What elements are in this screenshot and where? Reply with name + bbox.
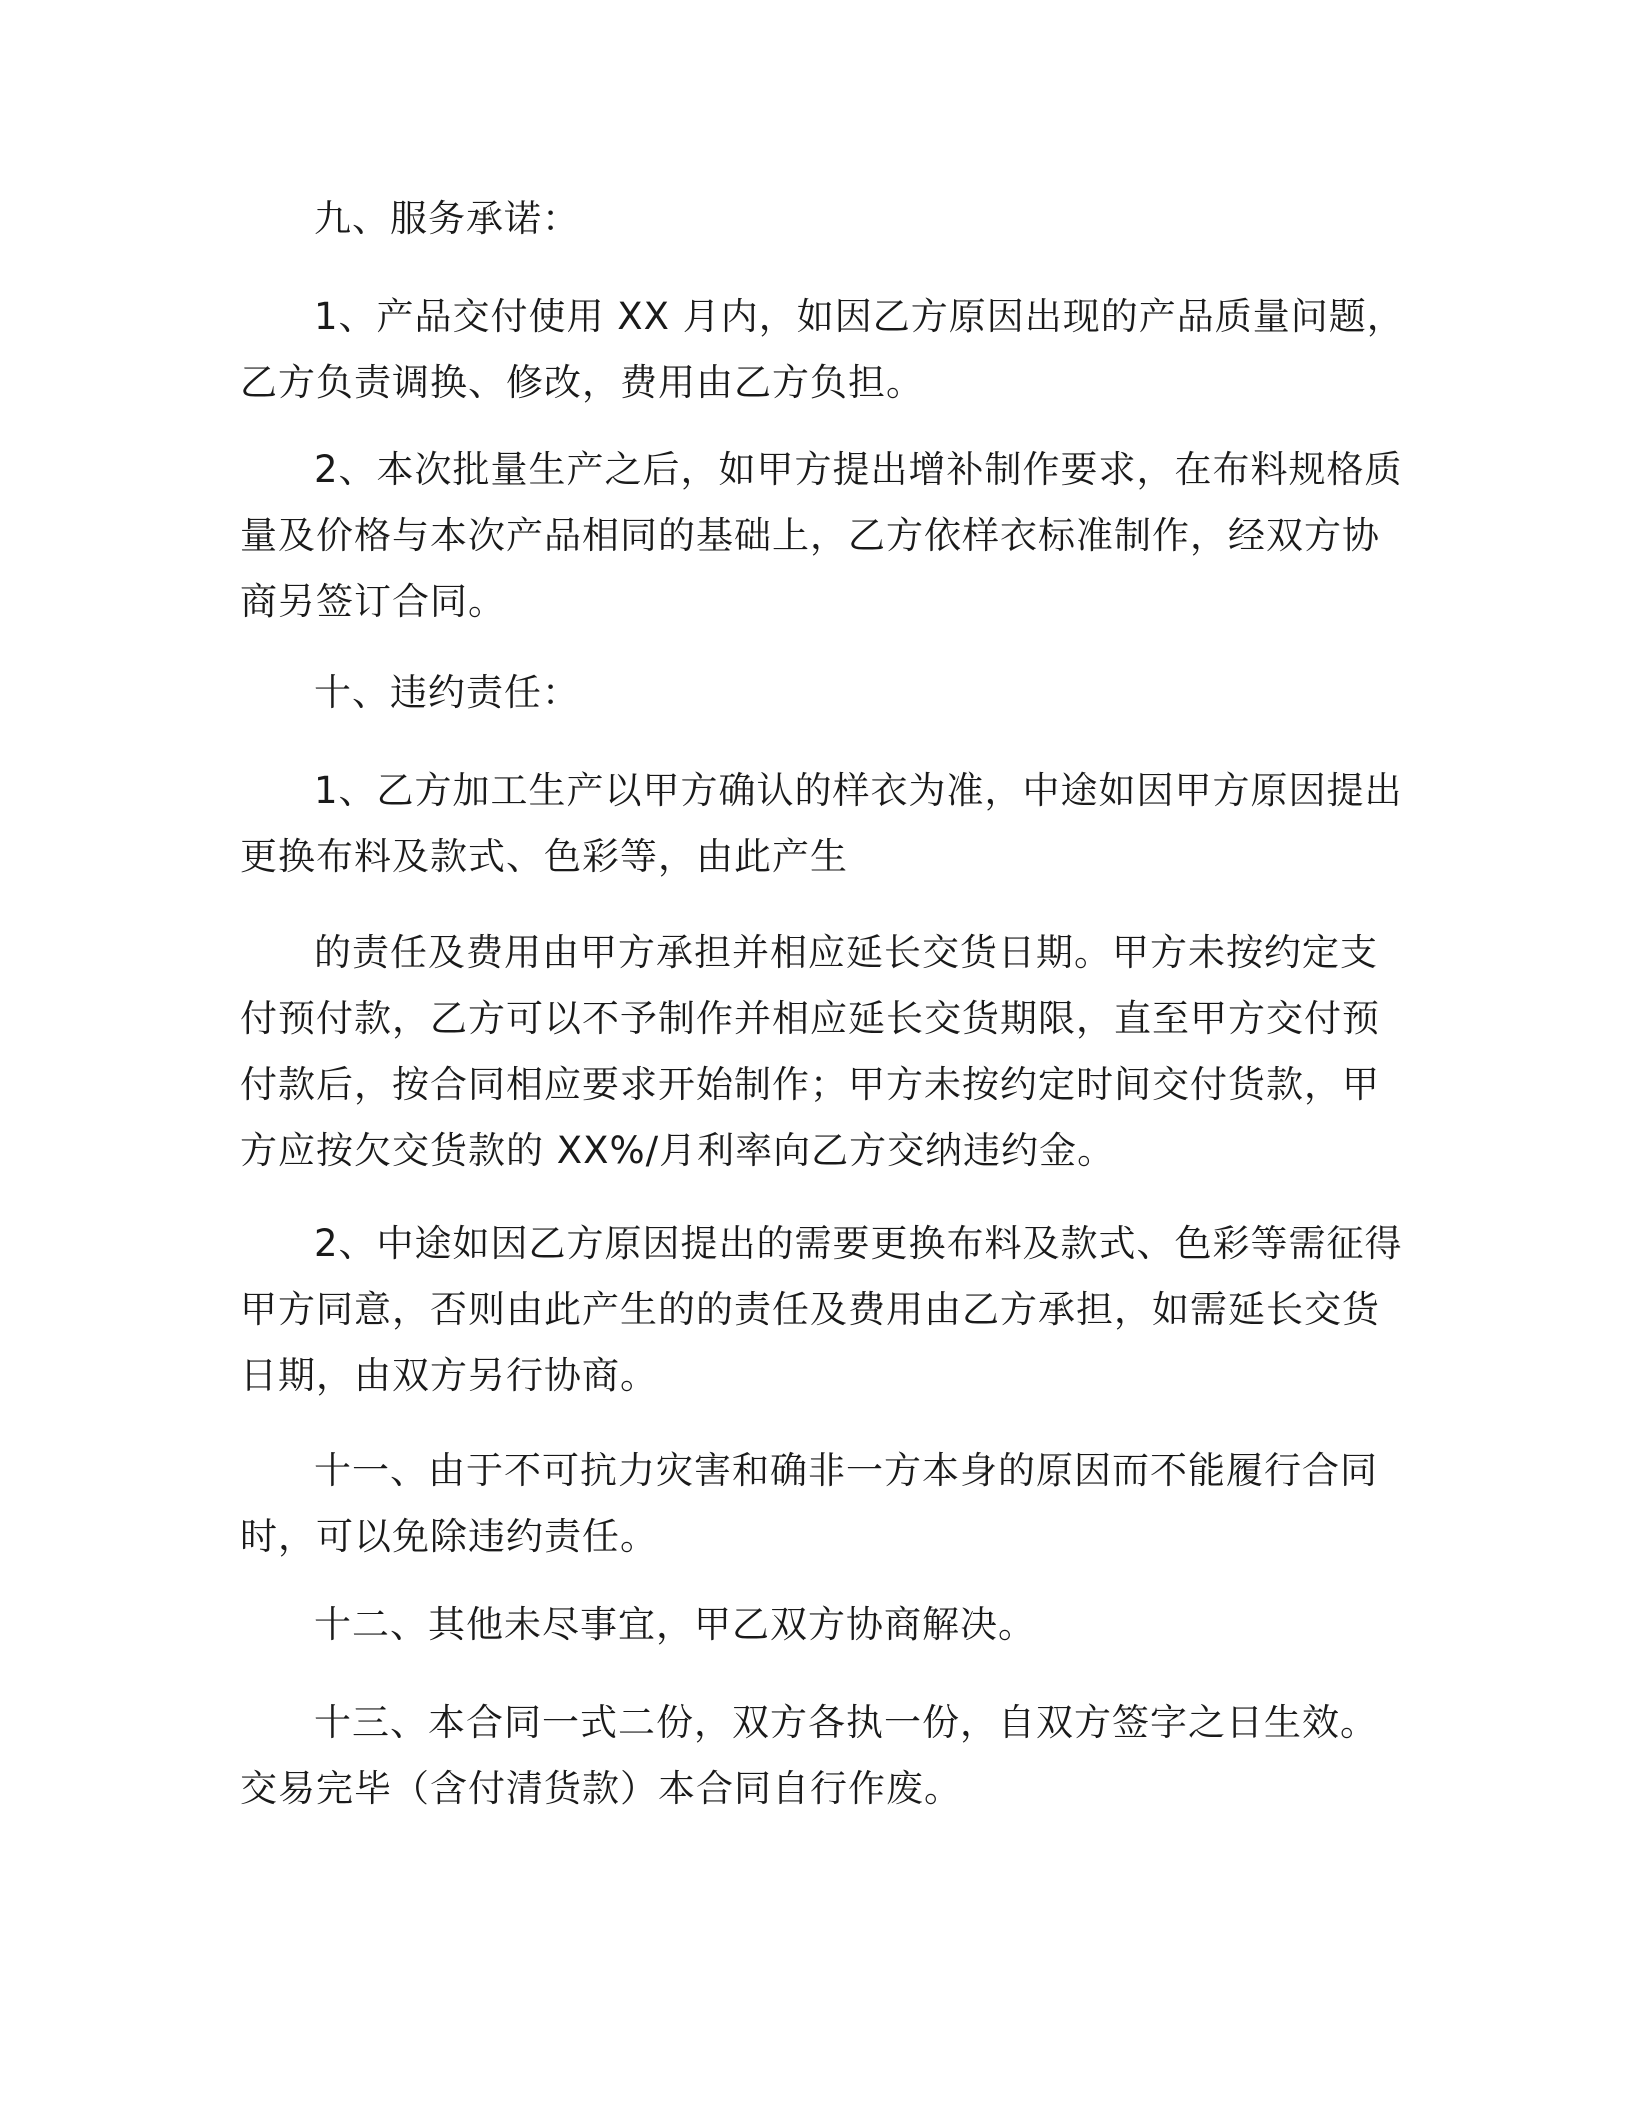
paragraph-line: 1、产品交付使用 XX 月内，如因乙方原因出现的产品质量问题， — [314, 295, 1405, 338]
paragraph-line: 付款后，按合同相应要求开始制作；甲方未按约定时间交付货款，甲 — [240, 1063, 1380, 1106]
paragraph-line: 十二、其他未尽事宜，甲乙双方协商解决。 — [314, 1603, 1036, 1646]
paragraph-line: 交易完毕（含付清货款）本合同自行作废。 — [240, 1767, 962, 1810]
section-heading-breach-liability — [240, 660, 1380, 726]
paragraph-copies-effective — [240, 1690, 1380, 1822]
paragraph-line: 付预付款，乙方可以不予制作并相应延长交货期限，直至甲方交付预 — [240, 997, 1380, 1040]
paragraph-line: 九、服务承诺： — [314, 197, 580, 240]
paragraph-line: 十、违约责任： — [314, 671, 580, 714]
paragraph-line: 十三、本合同一式二份，双方各执一份，自双方签字之日生效。 — [314, 1701, 1378, 1744]
paragraph-line: 日期，由双方另行协商。 — [240, 1354, 658, 1397]
paragraph-force-majeure — [240, 1438, 1380, 1570]
paragraph-line: 1、乙方加工生产以甲方确认的样衣为准，中途如因甲方原因提出 — [314, 769, 1403, 812]
paragraph-breach-item-2 — [240, 1211, 1403, 1409]
paragraph-line: 乙方负责调换、修改，费用由乙方负担。 — [240, 361, 924, 404]
paragraph-line: 2、本次批量生产之后，如甲方提出增补制作要求，在布料规格质 — [314, 448, 1403, 491]
paragraph-other-matters — [240, 1592, 1380, 1658]
paragraph-line: 更换布料及款式、色彩等，由此产生 — [240, 835, 848, 878]
paragraph-line: 2、中途如因乙方原因提出的需要更换布料及款式、色彩等需征得 — [314, 1222, 1403, 1265]
paragraph-line: 方应按欠交货款的 XX%/月利率向乙方交纳违约金。 — [240, 1129, 1116, 1172]
paragraph-service-item-2 — [240, 437, 1403, 635]
paragraph-line: 的责任及费用由甲方承担并相应延长交货日期。甲方未按约定支 — [314, 931, 1378, 974]
paragraph-line: 时，可以免除违约责任。 — [240, 1515, 658, 1558]
section-heading-service-commitment — [240, 186, 1380, 252]
paragraph-service-item-1 — [240, 284, 1405, 416]
paragraph-line: 十一、由于不可抗力灾害和确非一方本身的原因而不能履行合同 — [314, 1449, 1378, 1492]
paragraph-line: 甲方同意，否则由此产生的的责任及费用由乙方承担，如需延长交货 — [240, 1288, 1380, 1331]
paragraph-breach-item-1b — [240, 920, 1380, 1184]
paragraph-breach-item-1a — [240, 758, 1403, 890]
paragraph-line: 商另签订合同。 — [240, 580, 506, 623]
paragraph-line: 量及价格与本次产品相同的基础上，乙方依样衣标准制作，经双方协 — [240, 514, 1380, 557]
